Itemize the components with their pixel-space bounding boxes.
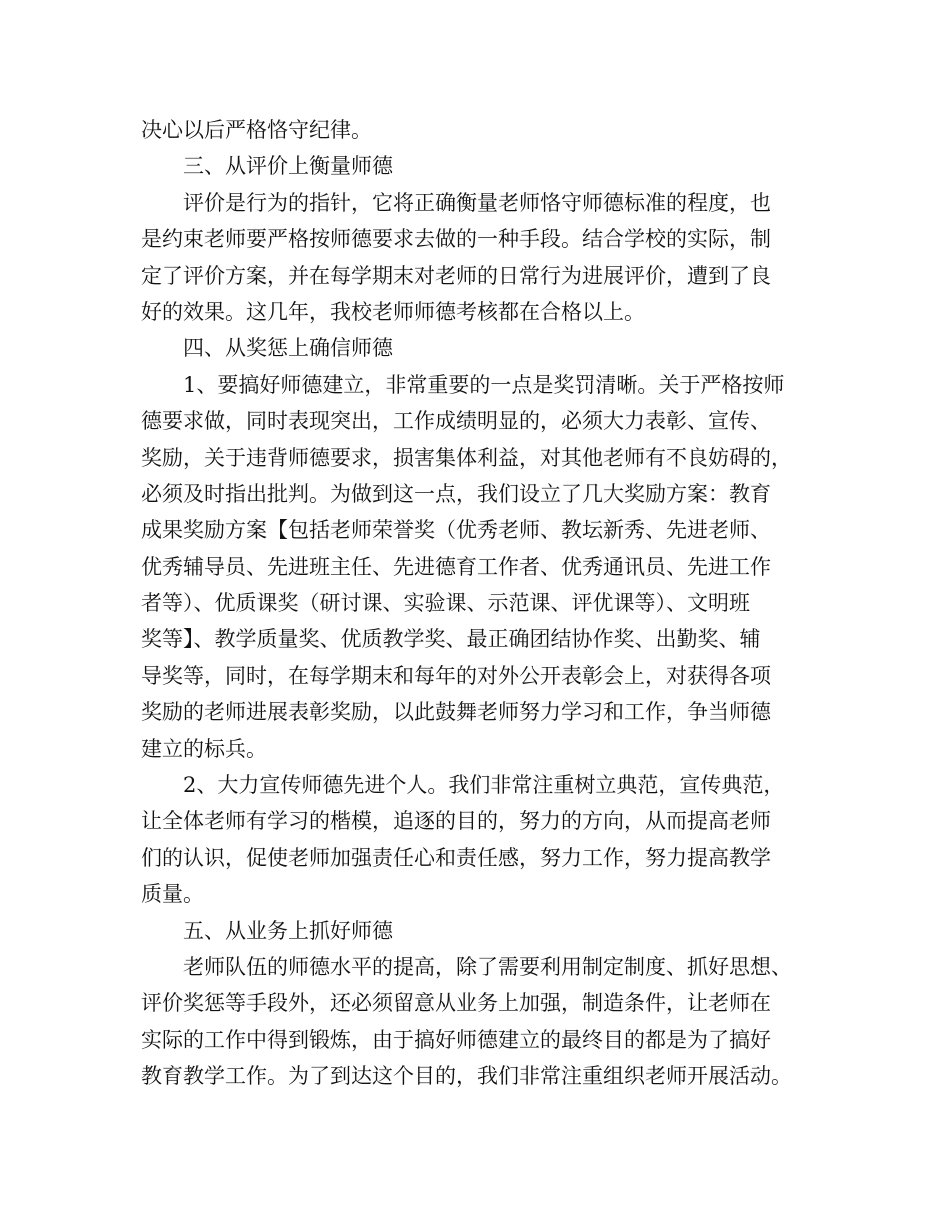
text-line: 评价奖惩等手段外，还必须留意从业务上加强，制造条件，让老师在 [141, 991, 771, 1016]
text-line: 三、从评价上衡量师德 [183, 154, 393, 179]
text-line: 导奖等，同时，在每学期末和每年的对外公开表彰会上，对获得各项 [141, 663, 771, 688]
text-line: 1、要搞好师德建立，非常重要的一点是奖罚清晰。关于严格按师 [183, 372, 785, 397]
text-line: 好的效果。这几年，我校老师师德考核都在合格以上。 [141, 299, 645, 324]
text-line: 奖励，关于违背师德要求，损害集体利益，对其他老师有不良妨碍的， [141, 445, 792, 470]
text-line: 成果奖励方案【包括老师荣誉奖（优秀老师、教坛新秀、先进老师、 [141, 518, 771, 543]
text-line: 五、从业务上抓好师德 [183, 918, 393, 943]
text-line: 们的认识，促使老师加强责任心和责任感，努力工作，努力提高教学 [141, 845, 771, 870]
text-line: 定了评价方案，并在每学期末对老师的日常行为进展评价，遭到了良 [141, 263, 771, 288]
text-line: 教育教学工作。为了到达这个目的，我们非常注重组织老师开展活动。 [141, 1064, 792, 1089]
text-line: 评价是行为的指针，它将正确衡量老师恪守师德标准的程度，也 [183, 190, 771, 215]
text-line: 优秀辅导员、先进班主任、先进德育工作者、优秀通讯员、先进工作 [141, 554, 771, 579]
text-line: 让全体老师有学习的楷模，追逐的目的，努力的方向，从而提高老师 [141, 809, 771, 834]
text-line: 2、大力宣传师德先进个人。我们非常注重树立典范，宣传典范， [183, 773, 785, 798]
document-body [141, 112, 831, 1095]
text-line: 奖等】、教学质量奖、优质教学奖、最正确团结协作奖、出勤奖、辅 [141, 627, 761, 652]
text-line: 德要求做，同时表现突出，工作成绩明显的，必须大力表彰、宣传、 [141, 409, 771, 434]
text-line: 奖励的老师进展表彰奖励，以此鼓舞老师努力学习和工作，争当师德 [141, 700, 771, 725]
text-line: 者等）、优质课奖（研讨课、实验课、示范课、评优课等）、文明班 [141, 591, 750, 616]
text-line: 是约束老师要严格按师德要求去做的一种手段。结合学校的实际，制 [141, 227, 771, 252]
text-line: 建立的标兵。 [141, 736, 267, 761]
text-line: 四、从奖惩上确信师德 [183, 336, 393, 361]
text-line: 老师队伍的师德水平的提高，除了需要利用制定制度、抓好思想、 [183, 954, 792, 979]
text-line: 必须及时指出批判。为做到这一点，我们设立了几大奖励方案：教育 [141, 481, 771, 506]
text-line: 实际的工作中得到锻炼，由于搞好师德建立的最终目的都是为了搞好 [141, 1027, 771, 1052]
text-line: 决心以后严格恪守纪律。 [141, 118, 372, 142]
text-line: 质量。 [141, 882, 204, 907]
